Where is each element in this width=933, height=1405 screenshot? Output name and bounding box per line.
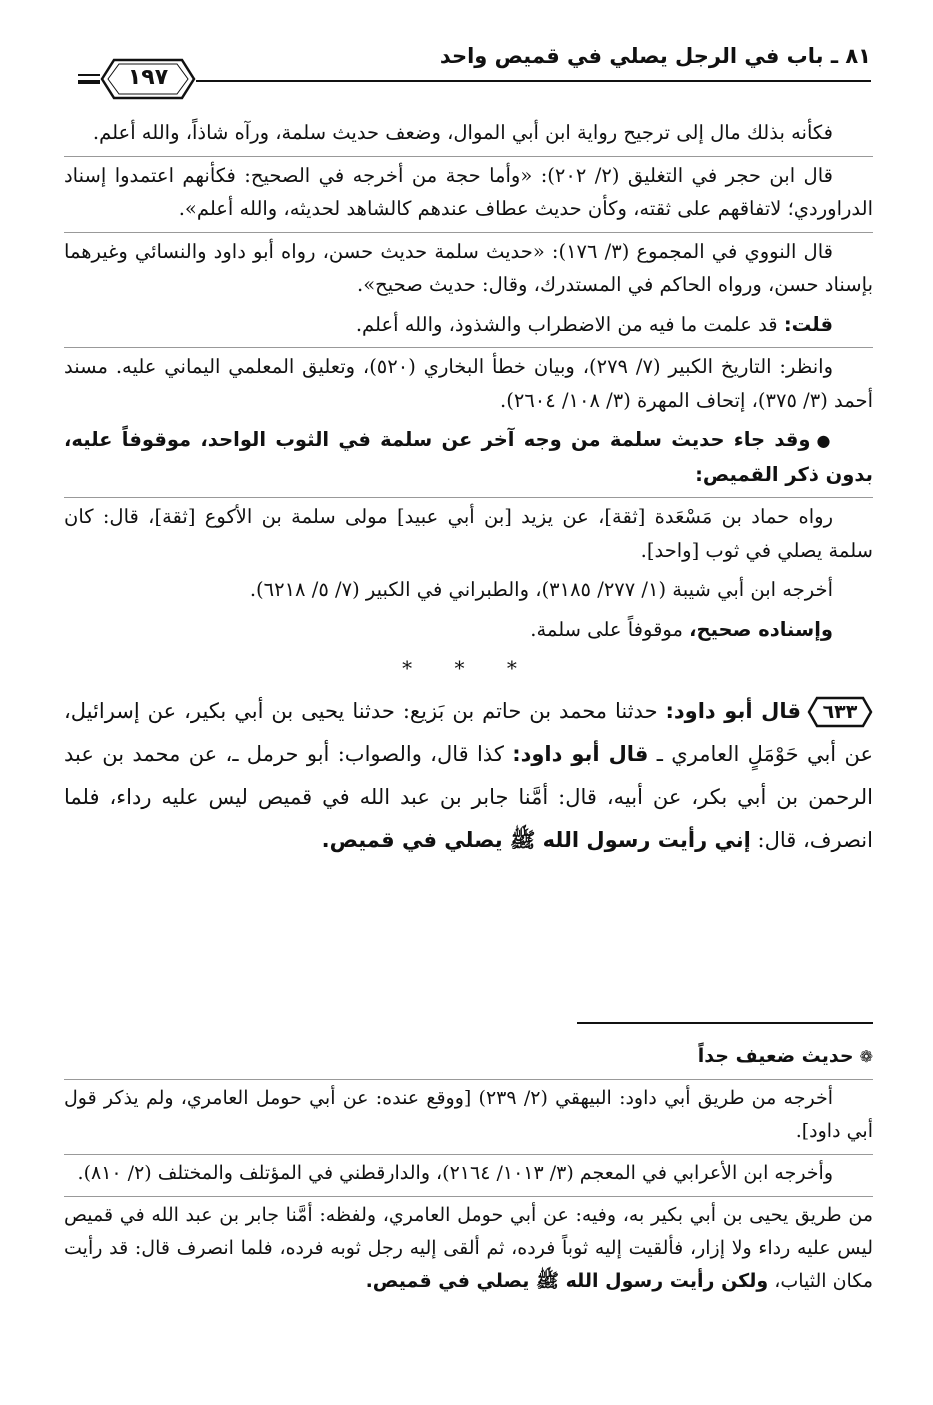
paragraph-1: فكأنه بذلك مال إلى ترجيح رواية ابن أبي الموال، وضعف حديث سلمة، ورآه شاذاً، والله أعلم.	[92, 121, 833, 144]
paragraph-6-text: وقد جاء حديث سلمة من وجه آخر عن سلمة في الثوب الواحد، موقوفاً عليه، بدون ذكر القميص:	[64, 428, 873, 486]
hadith-end: إني رأيت رسول الله ﷺ يصلي في قميص.	[321, 827, 751, 852]
chapter-title: ٨١ ـ باب في الرجل يصلي في قميص واحد	[439, 44, 871, 68]
paragraph-7: رواه حماد بن مَسْعَدة [ثقة]، عن يزيد [بن أبي عبيد] مولى سلمة بن الأكوع [ثقة]، قال: كان سلمة يصلي في ثوب [واحد].	[64, 497, 873, 567]
paragraph-6	[64, 423, 873, 491]
hadith-mid: قال أبو داود:	[512, 741, 649, 766]
paragraph-4	[64, 308, 873, 342]
page-number: ١٩٧	[127, 65, 169, 90]
paragraph-9-lead: وإسناده صحيح،	[689, 617, 833, 641]
paragraph-8: أخرجه ابن أبي شيبة (١/ ٢٧٧/ ٣١٨٥)، والطبراني في الكبير (٧/ ٥/ ٦٢١٨).	[249, 578, 833, 601]
page-header	[78, 36, 871, 94]
header-rule-left	[78, 74, 100, 88]
note-3	[64, 1196, 873, 1298]
section-separator: * * *	[402, 656, 535, 680]
paragraph-9-text: موقوفاً على سلمة.	[530, 617, 683, 641]
hadith-text-a: حدثنا محمد بن حاتم بن بَزيع: حدثنا يحيى بن أبي بكير، عن إسرائيل، عن أبي حَوْمَلٍ العامري ـ	[64, 698, 873, 766]
hadith-number-badge	[807, 695, 873, 729]
paragraph-3: قال النووي في المجموع (٣/ ١٧٦): «حديث سلمة حديث حسن، رواه أبو داود والنسائي وغيرهما بإسناد حسن، ورواه الحاكم في المستدرك، وقال: حديث صحيح».	[64, 232, 873, 302]
hadith-text-b: كذا قال، والصواب: أبو حرمل ـ، عن محمد بن عبد الرحمن بن أبي بكر، عن أبيه، قال: أمَّنا جابر بن عبد الله في قميص ليس عليه رداء، فلما انصرف، قال:	[64, 741, 873, 852]
note-2: وأخرجه ابن الأعرابي في المعجم (٣/ ١٠١٣/ ٢١٦٤)، والدارقطني في المؤتلف والمختلف (٢/ ٨١٠).	[64, 1154, 873, 1190]
hadith-block	[64, 690, 873, 862]
grade-line	[64, 1040, 873, 1073]
header-rule	[78, 80, 871, 82]
grade-icon: ❁	[859, 1047, 873, 1066]
commentary	[64, 1040, 873, 1304]
paragraph-4-text: قد علمت ما فيه من الاضطراب والشذوذ، والله أعلم.	[355, 312, 778, 336]
bullet-icon: ●	[816, 431, 833, 450]
page-number-badge	[100, 56, 196, 102]
note-3-bold: ولكن رأيت رسول الله ﷺ يصلي في قميص.	[365, 1270, 769, 1292]
hadith-number: ٦٣٣	[822, 701, 858, 723]
paragraph-2: قال ابن حجر في التغليق (٢/ ٢٠٢): «وأما حجة من أخرجه في الصحيح: فكأنهم اعتمدوا إسناد الدراوردي؛ لاتفاقهم على ثقته، وكأن حديث عطاف عندهم كالشاهد لحديثه، والله أعلم».	[64, 156, 873, 226]
footnote-divider	[577, 1022, 873, 1024]
main-text	[64, 116, 873, 862]
hadith-intro: قال أبو داود:	[665, 698, 801, 723]
hadith-grade: حديث ضعيف جداً	[697, 1045, 854, 1067]
paragraph-5: وانظر: التاريخ الكبير (٧/ ٢٧٩)، وبيان خطأ البخاري (٥٢٠)، وتعليق المعلمي اليماني عليه. مسند أحمد (٣/ ٣٧٥)، إتحاف المهرة (٣/ ١٠٨/ ٢٦٠٤).	[64, 347, 873, 417]
paragraph-4-lead: قلت:	[783, 312, 833, 336]
note-1: أخرجه من طريق أبي داود: البيهقي (٢/ ٢٣٩) [ووقع عنده: عن أبي حومل العامري، ولم يذكر قول أبي داود].	[64, 1079, 873, 1148]
note-3-text: من طريق يحيى بن أبي بكير به، وفيه: عن أبي حومل العامري، ولفظه: أمَّنا جابر بن عبد الله في قميص ليس عليه رداء ولا إزار، فألقيت إليه ثوباً فرده، ثم ألقى إليه رجل ثوبه فرده، فلما انصرف قال: قد رأيت مكان الثياب،	[64, 1204, 873, 1292]
paragraph-9	[64, 613, 873, 647]
